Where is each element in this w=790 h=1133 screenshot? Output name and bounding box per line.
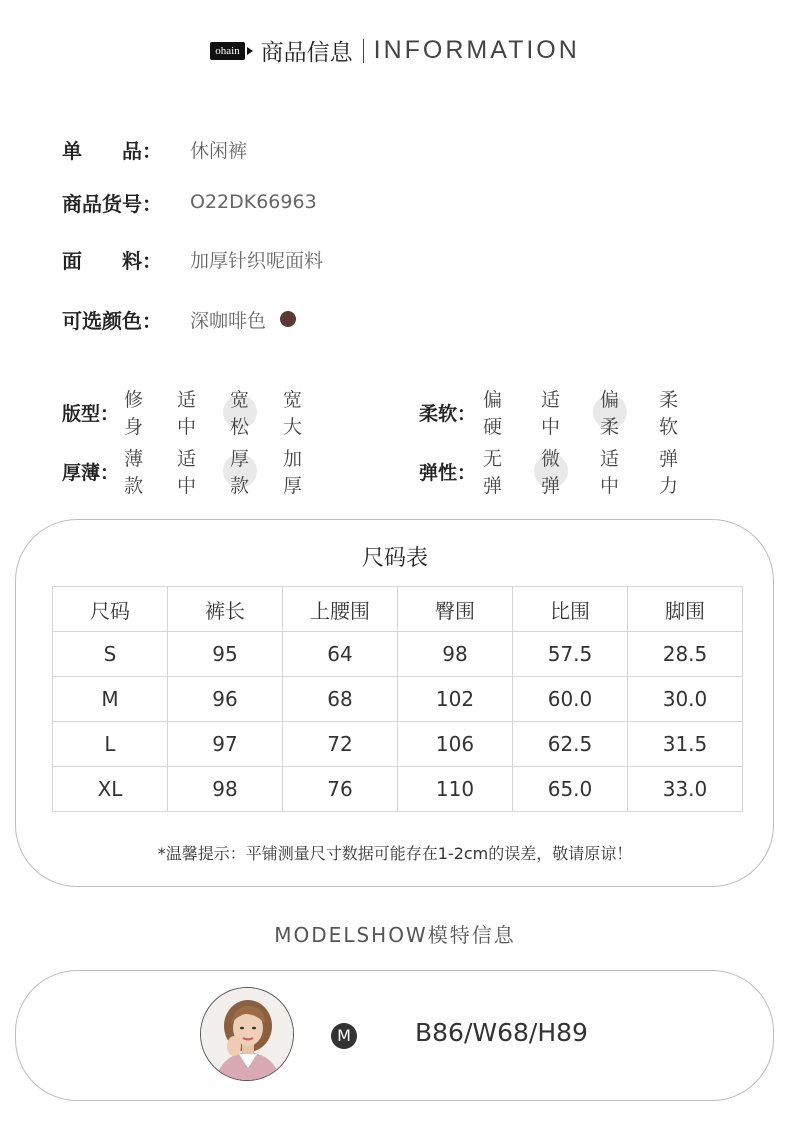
attr-option <box>483 385 502 439</box>
model-portrait-icon <box>201 988 294 1081</box>
header-title-en: INFORMATION <box>373 36 580 64</box>
table-cell: 76 <box>283 767 398 812</box>
logo-arrow-icon <box>247 47 253 55</box>
table-cell: 106 <box>398 722 513 767</box>
table-cell: 68 <box>283 677 398 722</box>
model-measurements: B86/W68/H89 <box>415 1018 588 1047</box>
table-cell: 98 <box>168 767 283 812</box>
size-chart-title: 尺码表 <box>361 546 428 571</box>
attr-thickness <box>62 448 303 497</box>
attr-option <box>600 444 619 498</box>
table-row <box>53 767 743 812</box>
attr-label: 厚薄： <box>62 461 120 484</box>
info-label: 面 料： <box>62 248 162 273</box>
table-header-row <box>53 587 743 632</box>
attr-option-label: 微弹 <box>541 448 561 497</box>
model-size-badge: M <box>331 1023 357 1049</box>
info-row-item <box>62 134 247 164</box>
table-cell: 72 <box>283 722 398 767</box>
attr-option-label: 偏柔 <box>600 389 620 438</box>
attr-label: 版型： <box>62 402 120 425</box>
table-cell: 64 <box>283 632 398 677</box>
attr-option <box>230 385 249 439</box>
table-cell: 65.0 <box>513 767 628 812</box>
info-value: O22DK66963 <box>190 191 317 213</box>
info-row-sku <box>62 187 317 217</box>
info-value: 加厚针织呢面料 <box>190 249 324 272</box>
attr-option-label: 修身 <box>124 389 144 438</box>
attr-option-label: 薄款 <box>124 448 144 497</box>
model-avatar <box>200 987 294 1081</box>
color-swatch <box>280 311 296 327</box>
table-header-cell: 脚围 <box>628 587 743 632</box>
info-label: 商品货号： <box>62 191 162 216</box>
attr-option <box>283 444 302 498</box>
table-row <box>53 722 743 767</box>
table-cell: 102 <box>398 677 513 722</box>
brand-logo: ohain <box>210 42 244 60</box>
attr-fit <box>62 389 303 438</box>
attr-option-label: 宽松 <box>230 389 250 438</box>
attr-option <box>659 385 678 439</box>
model-heading: MODELSHOW模特信息 <box>274 923 516 947</box>
attr-option <box>283 385 302 439</box>
attr-option <box>541 444 560 498</box>
table-header-cell: 尺码 <box>53 587 168 632</box>
attr-option-label: 厚款 <box>230 448 250 497</box>
measurement-tip: *温馨提示：平铺测量尺寸数据可能存在1-2cm的误差，敬请原谅！ <box>157 844 633 863</box>
attr-option-label: 适中 <box>541 389 561 438</box>
attr-option <box>177 444 196 498</box>
info-value: 休闲裤 <box>190 139 248 162</box>
attr-label: 弹性： <box>419 461 477 484</box>
table-cell: L <box>53 722 168 767</box>
attr-softness <box>419 389 679 438</box>
table-cell: 30.0 <box>628 677 743 722</box>
table-cell: 28.5 <box>628 632 743 677</box>
attr-option <box>600 385 619 439</box>
table-cell: S <box>53 632 168 677</box>
table-cell: XL <box>53 767 168 812</box>
table-row <box>53 632 743 677</box>
table-cell: 110 <box>398 767 513 812</box>
table-cell: 97 <box>168 722 283 767</box>
info-row-fabric <box>62 244 323 274</box>
attr-option-label: 适中 <box>177 448 197 497</box>
table-cell: 96 <box>168 677 283 722</box>
attr-option-label: 无弹 <box>483 448 503 497</box>
attr-option <box>541 385 560 439</box>
attr-option-label: 柔软 <box>659 389 679 438</box>
attr-label: 柔软： <box>419 402 477 425</box>
table-cell: 31.5 <box>628 722 743 767</box>
table-cell: M <box>53 677 168 722</box>
table-row <box>53 677 743 722</box>
table-header-cell: 比围 <box>513 587 628 632</box>
attr-option <box>124 444 143 498</box>
section-header <box>0 34 790 70</box>
attr-elasticity <box>419 448 679 497</box>
table-header-cell: 臀围 <box>398 587 513 632</box>
table-cell: 62.5 <box>513 722 628 767</box>
attr-option <box>124 385 143 439</box>
info-value: 深咖啡色 <box>190 309 267 332</box>
attr-option <box>230 444 249 498</box>
attr-option-label: 适中 <box>600 448 620 497</box>
attr-option-label: 偏硬 <box>483 389 503 438</box>
attr-option <box>659 444 678 498</box>
table-cell: 60.0 <box>513 677 628 722</box>
info-label: 单 品： <box>62 138 162 163</box>
attr-option <box>177 385 196 439</box>
table-cell: 98 <box>398 632 513 677</box>
attr-option-label: 加厚 <box>283 448 303 497</box>
table-header-cell: 裤长 <box>168 587 283 632</box>
attr-option <box>483 444 502 498</box>
table-cell: 33.0 <box>628 767 743 812</box>
info-row-color <box>62 304 296 334</box>
attr-option-label: 弹力 <box>659 448 679 497</box>
table-header-cell: 上腰围 <box>283 587 398 632</box>
size-table <box>52 586 743 812</box>
header-divider <box>363 39 364 63</box>
table-cell: 95 <box>168 632 283 677</box>
info-label: 可选颜色： <box>62 308 162 333</box>
model-panel <box>15 970 774 1101</box>
header-title-cn: 商品信息 <box>260 40 353 66</box>
table-cell: 57.5 <box>513 632 628 677</box>
attr-option-label: 宽大 <box>283 389 303 438</box>
attr-option-label: 适中 <box>177 389 197 438</box>
